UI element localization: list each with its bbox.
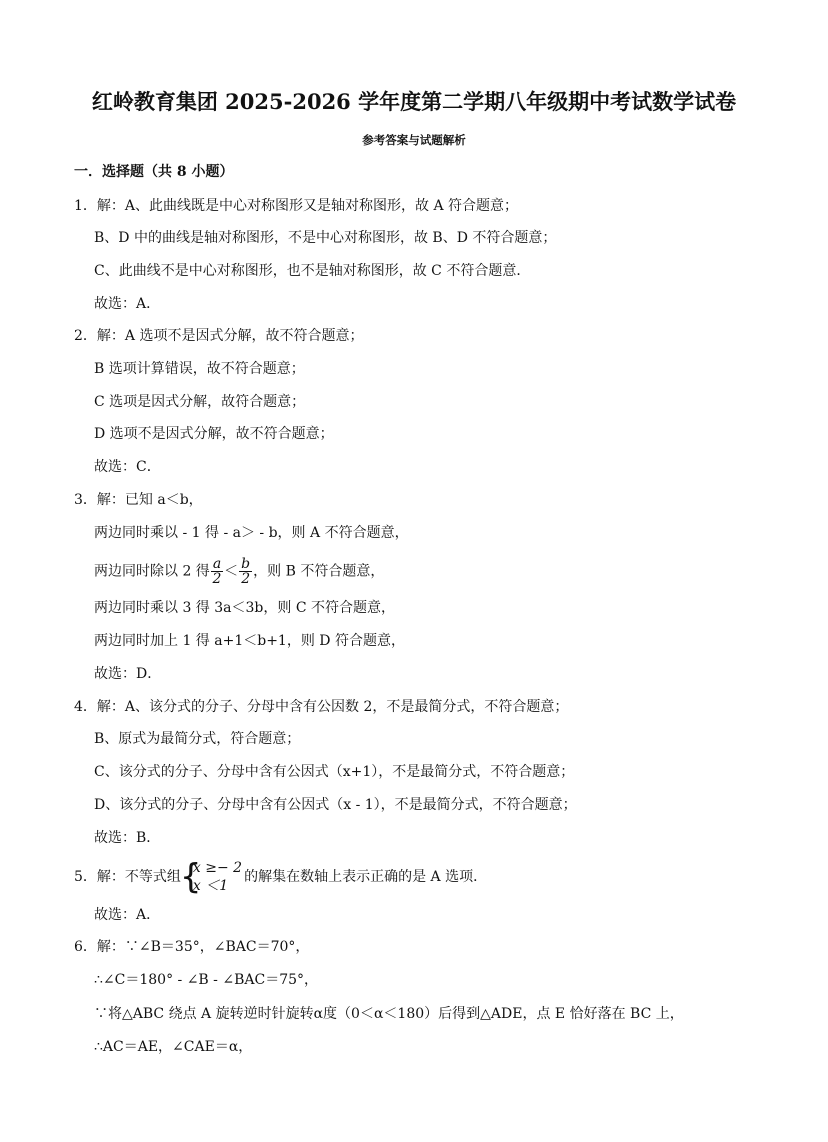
q1-answer: 故选：A．: [94, 296, 161, 312]
q2-line-1: 2．解：A 选项不是因式分解，故不符合题意；: [74, 328, 364, 344]
q2-answer: 故选：C．: [94, 459, 161, 475]
q2-line-4: D 选项不是因式分解，故不符合题意；: [94, 426, 334, 442]
fraction-numerator: b: [241, 556, 251, 572]
q6-line-2: ∴∠C＝180° - ∠B - ∠BAC＝75°，: [94, 972, 319, 988]
q3-line-3-suffix: ，则 B 不符合题意，: [253, 563, 385, 580]
q4-line-1: 4．解：A、该分式的分子、分母中含有公因数 2，不是最简分式，不符合题意；: [74, 699, 569, 715]
q4-line-3: C、该分式的分子、分母中含有公因式（x+1），不是最简分式，不符合题意；: [94, 764, 575, 780]
q3-answer: 故选：D．: [94, 666, 162, 682]
inequality-row-2: x ＜1: [192, 878, 229, 894]
q1-line-2: B、D 中的曲线是轴对称图形，不是中心对称图形，故 B、D 不符合题意；: [94, 230, 557, 246]
fraction-numerator: a: [212, 556, 222, 572]
inequality-row-1: x ≥− 2: [192, 860, 243, 876]
q5-prefix: 5．解：不等式组: [74, 869, 181, 885]
q1-line-1: 1．解：A、此曲线既是中心对称图形又是轴对称图形，故 A 符合题意；: [74, 198, 519, 214]
fraction-denominator: 2: [241, 571, 251, 587]
q2-line-3: C 选项是因式分解，故符合题意；: [94, 394, 306, 410]
section-heading: 一．选择题（共 8 小题）: [74, 164, 234, 180]
q6-line-4: ∴AC＝AE，∠CAE＝α，: [94, 1039, 253, 1055]
q6-line-3: ∵将△ABC 绕点 A 旋转逆时针旋转α度（0＜α＜180）后得到△ADE，点 E 恰好落在 BC 上，: [94, 1006, 684, 1022]
fraction-a-over-2: [211, 557, 223, 586]
q3-line-3-prefix: 两边同时除以 2 得: [94, 563, 210, 580]
q3-line-4: 两边同时乘以 3 得 3a＜3b，则 C 不符合题意，: [94, 600, 395, 616]
fraction-denominator: 2: [212, 571, 222, 587]
q5-suffix: 的解集在数轴上表示正确的是 A 选项．: [244, 869, 488, 885]
q3-line-2: 两边同时乘以 - 1 得 - a＞ - b，则 A 不符合题意，: [94, 525, 409, 541]
q4-line-2: B、原式为最简分式，符合题意；: [94, 731, 301, 747]
q6-line-1: 6．解：∵∠B＝35°，∠BAC＝70°，: [74, 939, 310, 955]
q5-answer: 故选：A．: [94, 907, 161, 923]
left-brace-icon: {: [179, 857, 202, 897]
q3-line-1: 3．解：已知 a＜b，: [74, 492, 203, 508]
document-subtitle: 参考答案与试题解析: [362, 133, 466, 147]
q3-line-5: 两边同时加上 1 得 a+1＜b+1，则 D 符合题意，: [94, 633, 405, 649]
q3-line-3: [94, 557, 384, 586]
q4-line-4: D、该分式的分子、分母中含有公因式（x - 1），不是最简分式，不符合题意；: [94, 797, 577, 813]
q1-line-3: C、此曲线不是中心对称图形，也不是轴对称图形，故 C 不符合题意．: [94, 263, 531, 279]
inequality-system: [181, 859, 242, 895]
less-than-sign: ＜: [224, 563, 239, 580]
q4-answer: 故选：B．: [94, 830, 161, 846]
fraction-b-over-2: [239, 557, 252, 586]
document-title: 红岭教育集团 2025-2026 学年度第二学期八年级期中考试数学试卷: [91, 89, 737, 114]
q2-line-2: B 选项计算错误，故不符合题意；: [94, 361, 305, 377]
q5-line-1: [74, 858, 487, 896]
